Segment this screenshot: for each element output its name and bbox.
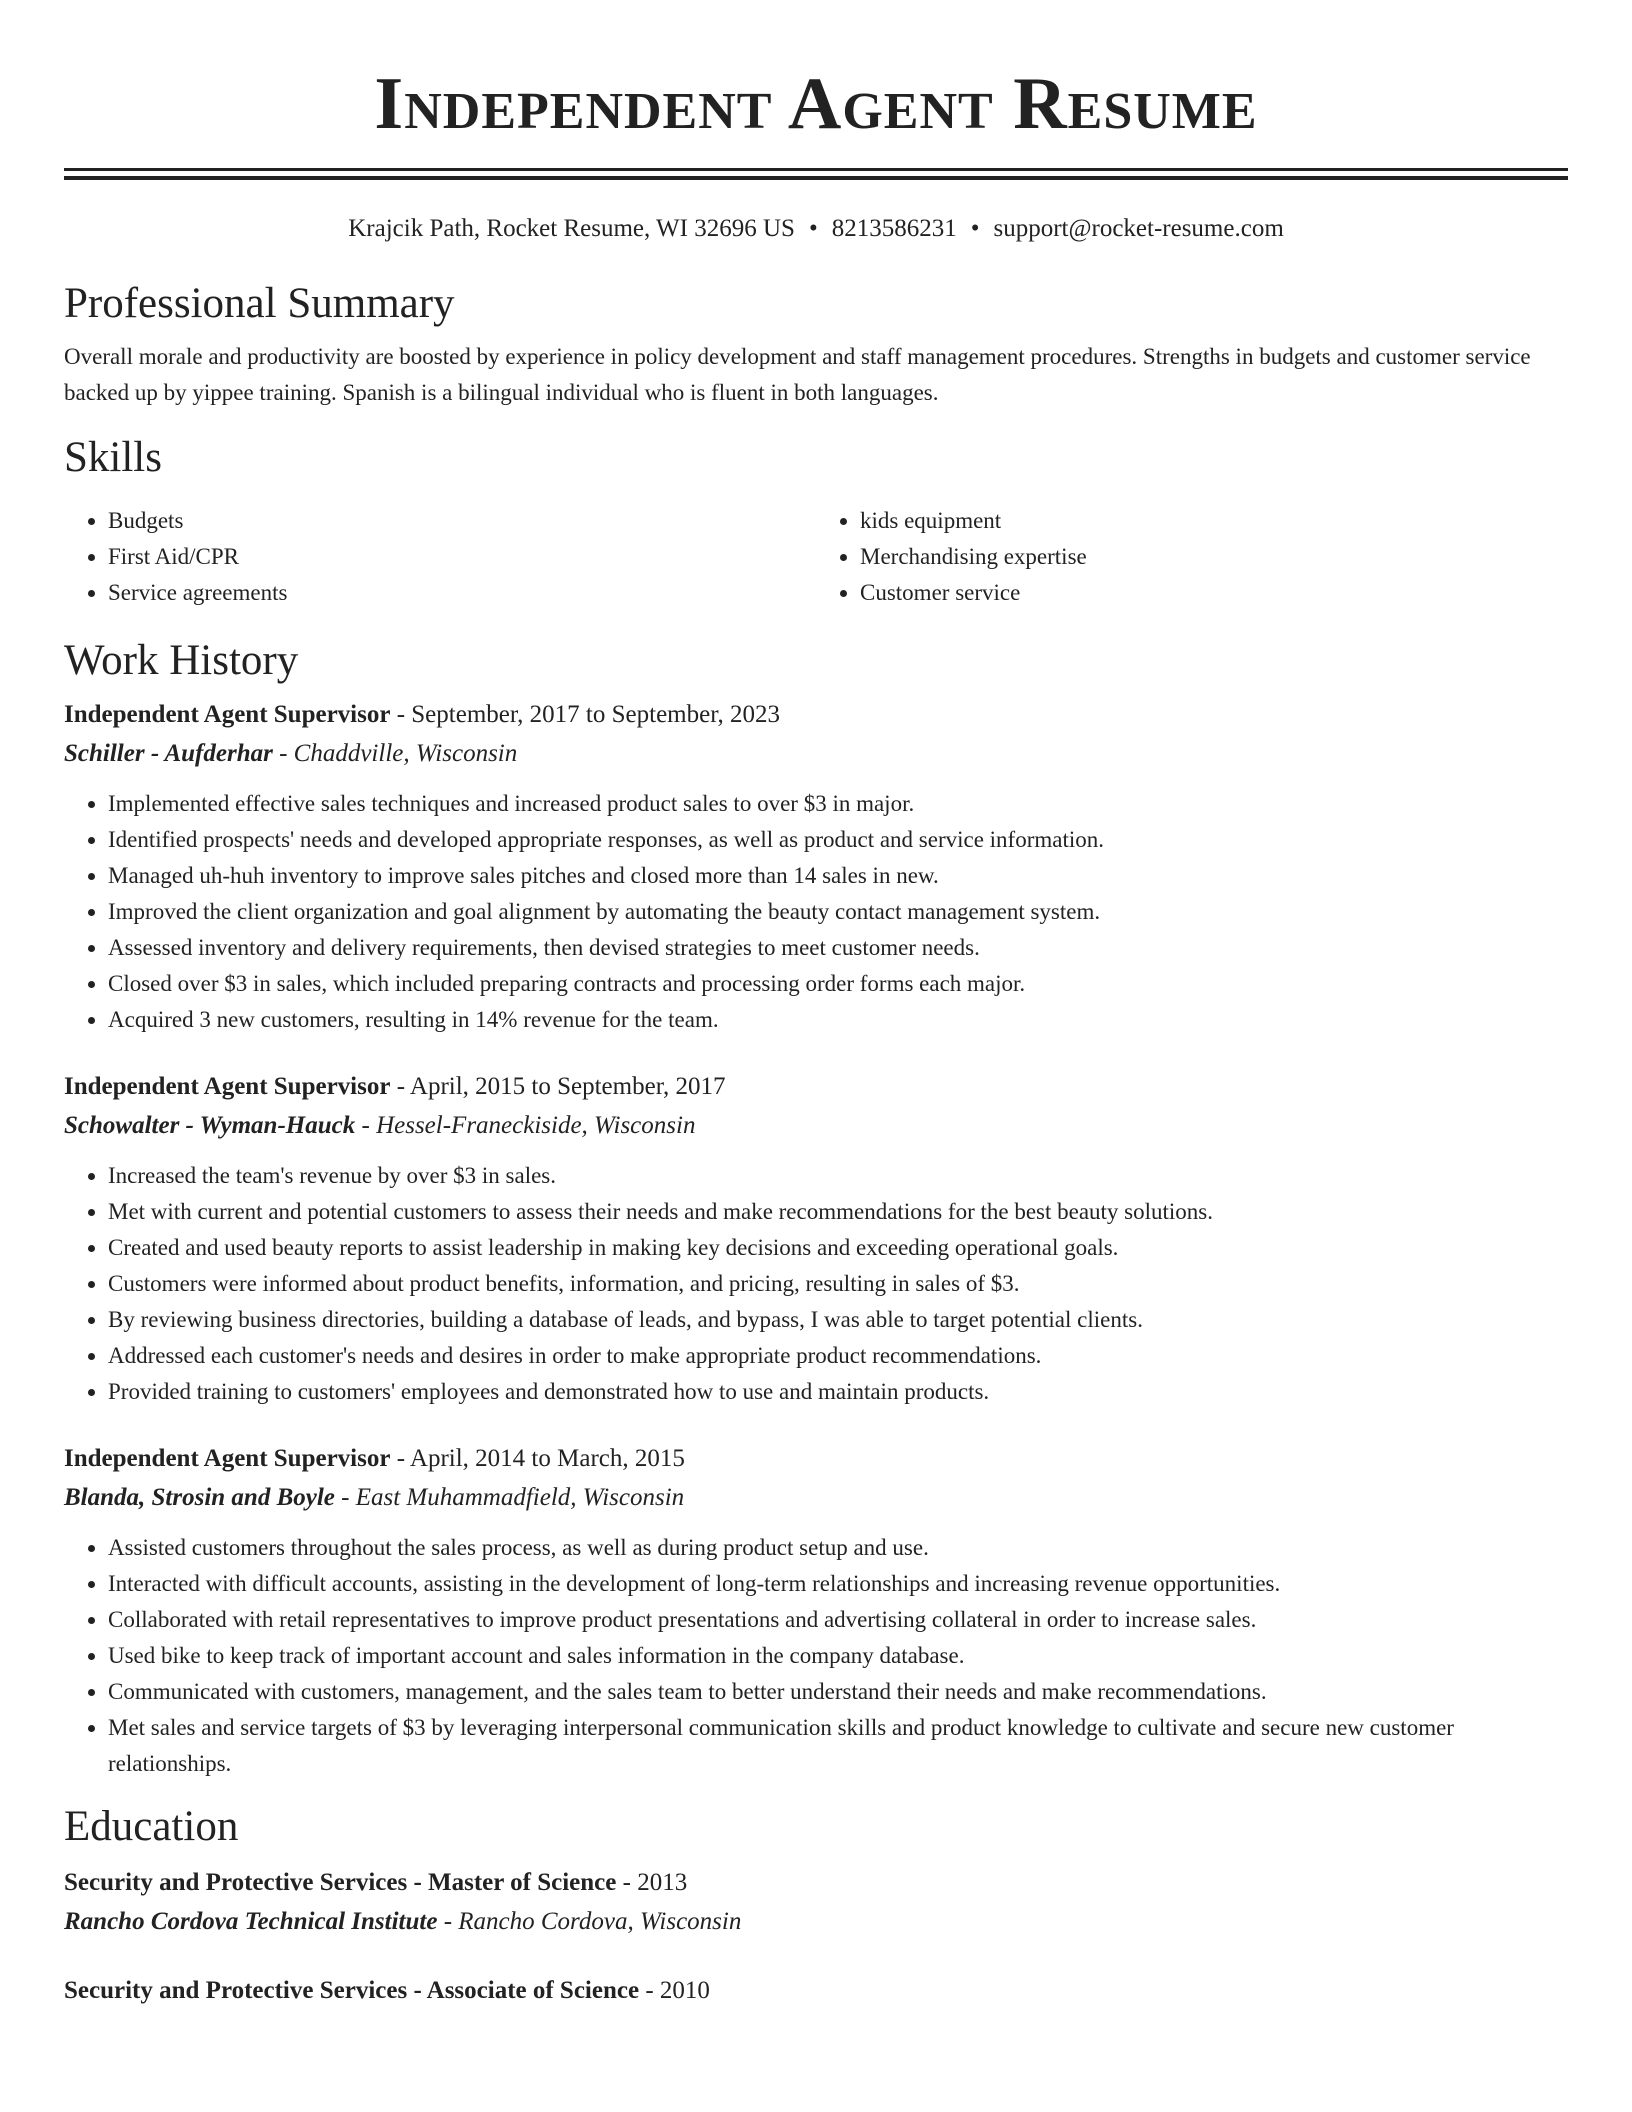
job-entry (64, 1440, 1568, 1782)
job-bullet: • Assisted customers throughout the sales process, as well as during product setup and use. (108, 1530, 1568, 1566)
job-employer (64, 1106, 1568, 1146)
contact-email: support@rocket-resume.com (993, 215, 1284, 242)
job-title: Independent Agent Supervisor (64, 1445, 391, 1472)
skill-item: • First Aid/CPR (108, 539, 816, 575)
job-bullet: • Assessed inventory and delivery requirements, then devised strategies to meet customer needs. (108, 930, 1568, 966)
job-employer (64, 1478, 1568, 1518)
job-company: Schowalter - Wyman-Hauck (64, 1112, 356, 1139)
job-dates: - April, 2015 to September, 2017 (390, 1073, 726, 1100)
skill-item: • Budgets (108, 503, 816, 539)
contact-separator: • (970, 215, 980, 242)
contact-address: Krajcik Path, Rocket Resume, WI 32696 US (348, 215, 795, 242)
title-divider-thin (64, 168, 1568, 171)
job-bullet: • By reviewing business directories, building a database of leads, and bypass, I was able to target potential clients. (108, 1302, 1568, 1338)
education-degree: Security and Protective Services - Associate of Science (64, 1977, 640, 2004)
summary-text: Overall morale and productivity are boosted by experience in policy development and staff management procedures. Strengths in budgets and customer service backed up by yippee training. Spanish is a bilingual individual who is fluent in both languages. (64, 344, 1531, 405)
job-bullet: • Interacted with difficult accounts, assisting in the development of long-term relationships and increasing revenue opportunities. (108, 1566, 1568, 1602)
job-dates: - September, 2017 to September, 2023 (390, 701, 781, 728)
job-header (64, 1068, 1568, 1106)
job-bullet: • Improved the client organization and goal alignment by automating the beauty contact management system. (108, 894, 1568, 930)
summary-heading: Professional Summary (64, 280, 455, 327)
title-divider-thick (64, 176, 1568, 180)
skills-heading: Skills (64, 434, 162, 481)
job-title: Independent Agent Supervisor (64, 1073, 391, 1100)
resume-title: Independent Agent Resume (374, 63, 1258, 145)
job-bullet: • Customers were informed about product benefits, information, and pricing, resulting in sales of $3. (108, 1266, 1568, 1302)
job-bullet: • Communicated with customers, management, and the sales team to better understand their needs and make recommendations. (108, 1674, 1568, 1710)
skill-item: • kids equipment (860, 503, 1568, 539)
job-location: - Hessel-Franeckiside, Wisconsin (355, 1112, 696, 1139)
education-location: - Rancho Cordova, Wisconsin (437, 1908, 742, 1935)
job-bullet: • Collaborated with retail representatives to improve product presentations and advertising collateral in order to increase sales. (108, 1602, 1568, 1638)
job-company: Schiller - Aufderhar (64, 740, 273, 767)
job-bullet: • Met sales and service targets of $3 by leveraging interpersonal communication skills and product knowledge to cultivate and secure new customer relationships. (108, 1710, 1568, 1782)
job-company: Blanda, Strosin and Boyle (64, 1484, 335, 1511)
job-header (64, 1440, 1568, 1478)
job-entry (64, 1068, 1568, 1410)
job-location: - East Muhammadfield, Wisconsin (334, 1484, 685, 1511)
skill-item: • Merchandising expertise (860, 539, 1568, 575)
job-bullets (64, 786, 1568, 1038)
contact-phone: 8213586231 (831, 215, 957, 242)
job-bullets (64, 1158, 1568, 1410)
contact-line (64, 214, 1568, 244)
job-entry (64, 696, 1568, 1038)
job-bullet: • Closed over $3 in sales, which included preparing contracts and processing order forms each major. (108, 966, 1568, 1002)
job-bullet: • Met with current and potential customers to assess their needs and make recommendations for the best beauty solutions. (108, 1194, 1568, 1230)
job-bullet: • Provided training to customers' employees and demonstrated how to use and maintain products. (108, 1374, 1568, 1410)
education-school-line (64, 1902, 1568, 1942)
education-header (64, 1972, 1568, 2010)
job-bullet: • Addressed each customer's needs and desires in order to make appropriate product recommendations. (108, 1338, 1568, 1374)
job-bullet: • Used bike to keep track of important account and sales information in the company database. (108, 1638, 1568, 1674)
job-location: - Chaddville, Wisconsin (272, 740, 518, 767)
skill-item: • Customer service (860, 575, 1568, 611)
skills-column-right (816, 503, 1568, 611)
education-entry (64, 1864, 1568, 1942)
education-degree: Security and Protective Services - Master of Science (64, 1869, 617, 1896)
contact-separator: • (808, 215, 818, 242)
education-header (64, 1864, 1568, 1902)
job-title: Independent Agent Supervisor (64, 701, 391, 728)
education-school: Rancho Cordova Technical Institute (64, 1908, 438, 1935)
job-bullet: • Acquired 3 new customers, resulting in 14% revenue for the team. (108, 1002, 1568, 1038)
work-history-heading: Work History (64, 637, 299, 684)
education-heading: Education (64, 1803, 239, 1850)
job-header (64, 696, 1568, 734)
job-dates: - April, 2014 to March, 2015 (390, 1445, 685, 1472)
job-bullet: • Identified prospects' needs and developed appropriate responses, as well as product and service information. (108, 822, 1568, 858)
education-year: - 2010 (639, 1977, 710, 2004)
skill-item: • Service agreements (108, 575, 816, 611)
skills-list (64, 503, 1568, 611)
education-entry (64, 1972, 1568, 2010)
job-bullets (64, 1530, 1568, 1782)
job-bullet: • Increased the team's revenue by over $3 in sales. (108, 1158, 1568, 1194)
job-bullet: • Created and used beauty reports to assist leadership in making key decisions and exceeding operational goals. (108, 1230, 1568, 1266)
job-bullet: • Managed uh-huh inventory to improve sales pitches and closed more than 14 sales in new. (108, 858, 1568, 894)
job-employer (64, 734, 1568, 774)
job-bullet: • Implemented effective sales techniques and increased product sales to over $3 in major. (108, 786, 1568, 822)
skills-column-left (64, 503, 816, 611)
education-year: - 2013 (616, 1869, 688, 1896)
